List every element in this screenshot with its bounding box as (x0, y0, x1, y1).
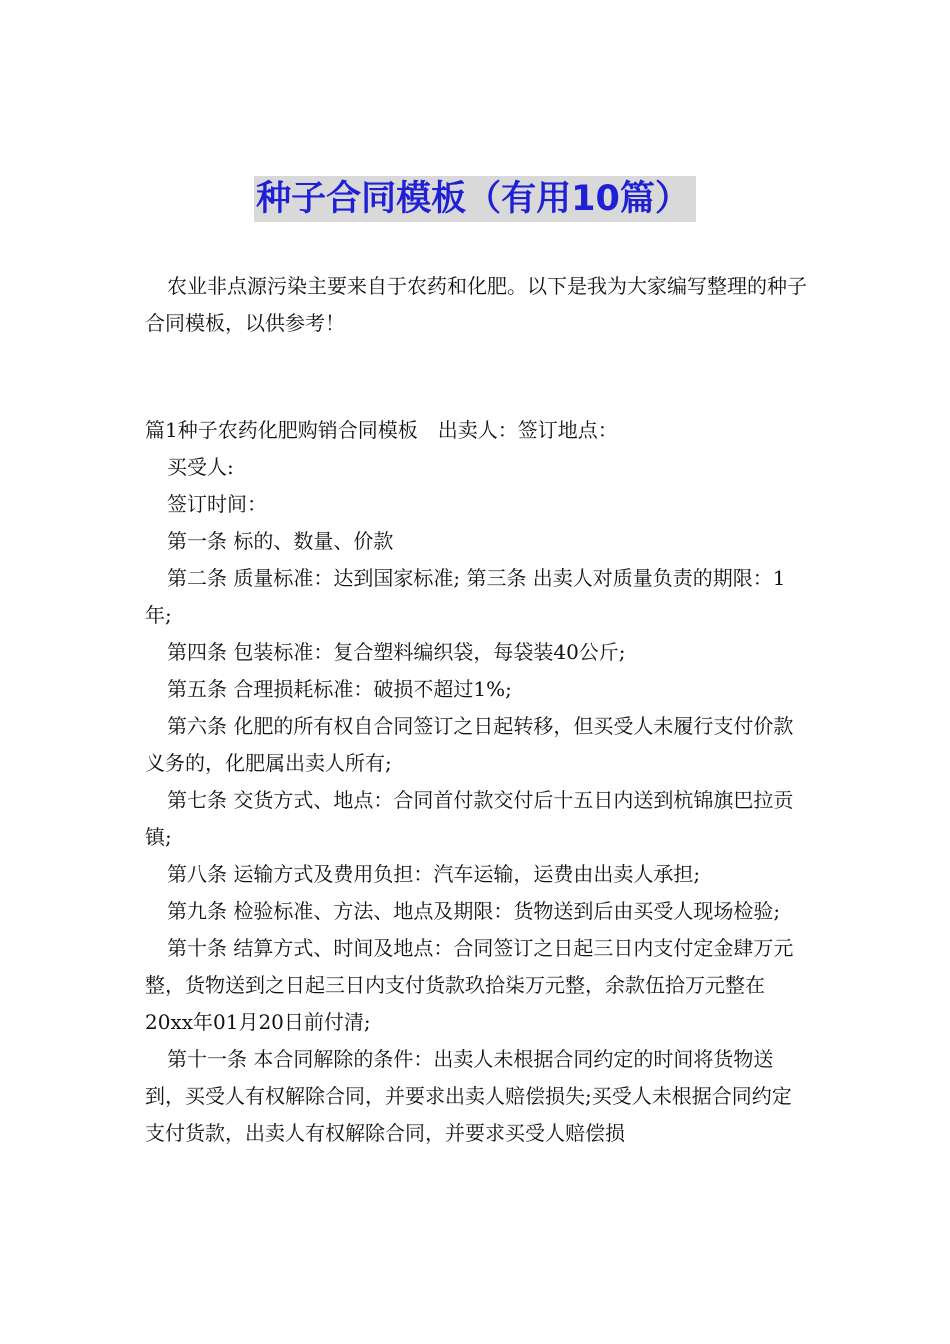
article-4: 第四条 包装标准：复合塑料编织袋，每袋装40公斤; (167, 640, 626, 664)
article-9: 第九条 检验标准、方法、地点及期限：货物送到后由买受人现场检验; (167, 899, 781, 923)
intro-paragraph: 农业非点源污染主要来自于农药和化肥。以下是我为大家编写整理的种子合同模板，以供参考！ (145, 274, 807, 335)
article-10: 第十条 结算方式、时间及地点：合同签订之日起三日内支付定金肆万元整，货物送到之日起三日内支付货款玖拾柒万元整，余款伍拾万元整在20xx年01月20日前付清; (145, 936, 794, 1034)
article-7: 第七条 交货方式、地点：合同首付款交付后十五日内送到杭锦旗巴拉贡镇; (145, 788, 794, 849)
article-2-3: 第二条 质量标准：达到国家标准; 第三条 出卖人对质量负责的期限：1年; (145, 566, 786, 627)
article-1: 第一条 标的、数量、价款 (167, 529, 394, 553)
article-6: 第六条 化肥的所有权自合同签订之日起转移，但买受人未履行支付价款义务的，化肥属出卖人所有; (145, 714, 794, 775)
document-title: 种子合同模板（有用10篇） (254, 176, 696, 222)
contract-body (145, 412, 807, 1152)
intro-section (145, 268, 807, 342)
buyer-line: 买受人: (167, 455, 234, 479)
signing-time-line: 签订时间： (167, 492, 267, 516)
title-container (0, 176, 950, 222)
contract-heading-line: 篇1种子农药化肥购销合同模板 出卖人：签订地点： (145, 418, 618, 442)
article-5: 第五条 合理损耗标准：破损不超过1%; (167, 677, 512, 701)
article-11: 第十一条 本合同解除的条件：出卖人未根据合同约定的时间将货物送到，买受人有权解除合同，并要求出卖人赔偿损失;买受人未根据合同约定支付货款，出卖人有权解除合同，并要求买受人赔偿损 (145, 1047, 792, 1145)
article-8: 第八条 运输方式及费用负担：汽车运输，运费由出卖人承担; (167, 862, 701, 886)
